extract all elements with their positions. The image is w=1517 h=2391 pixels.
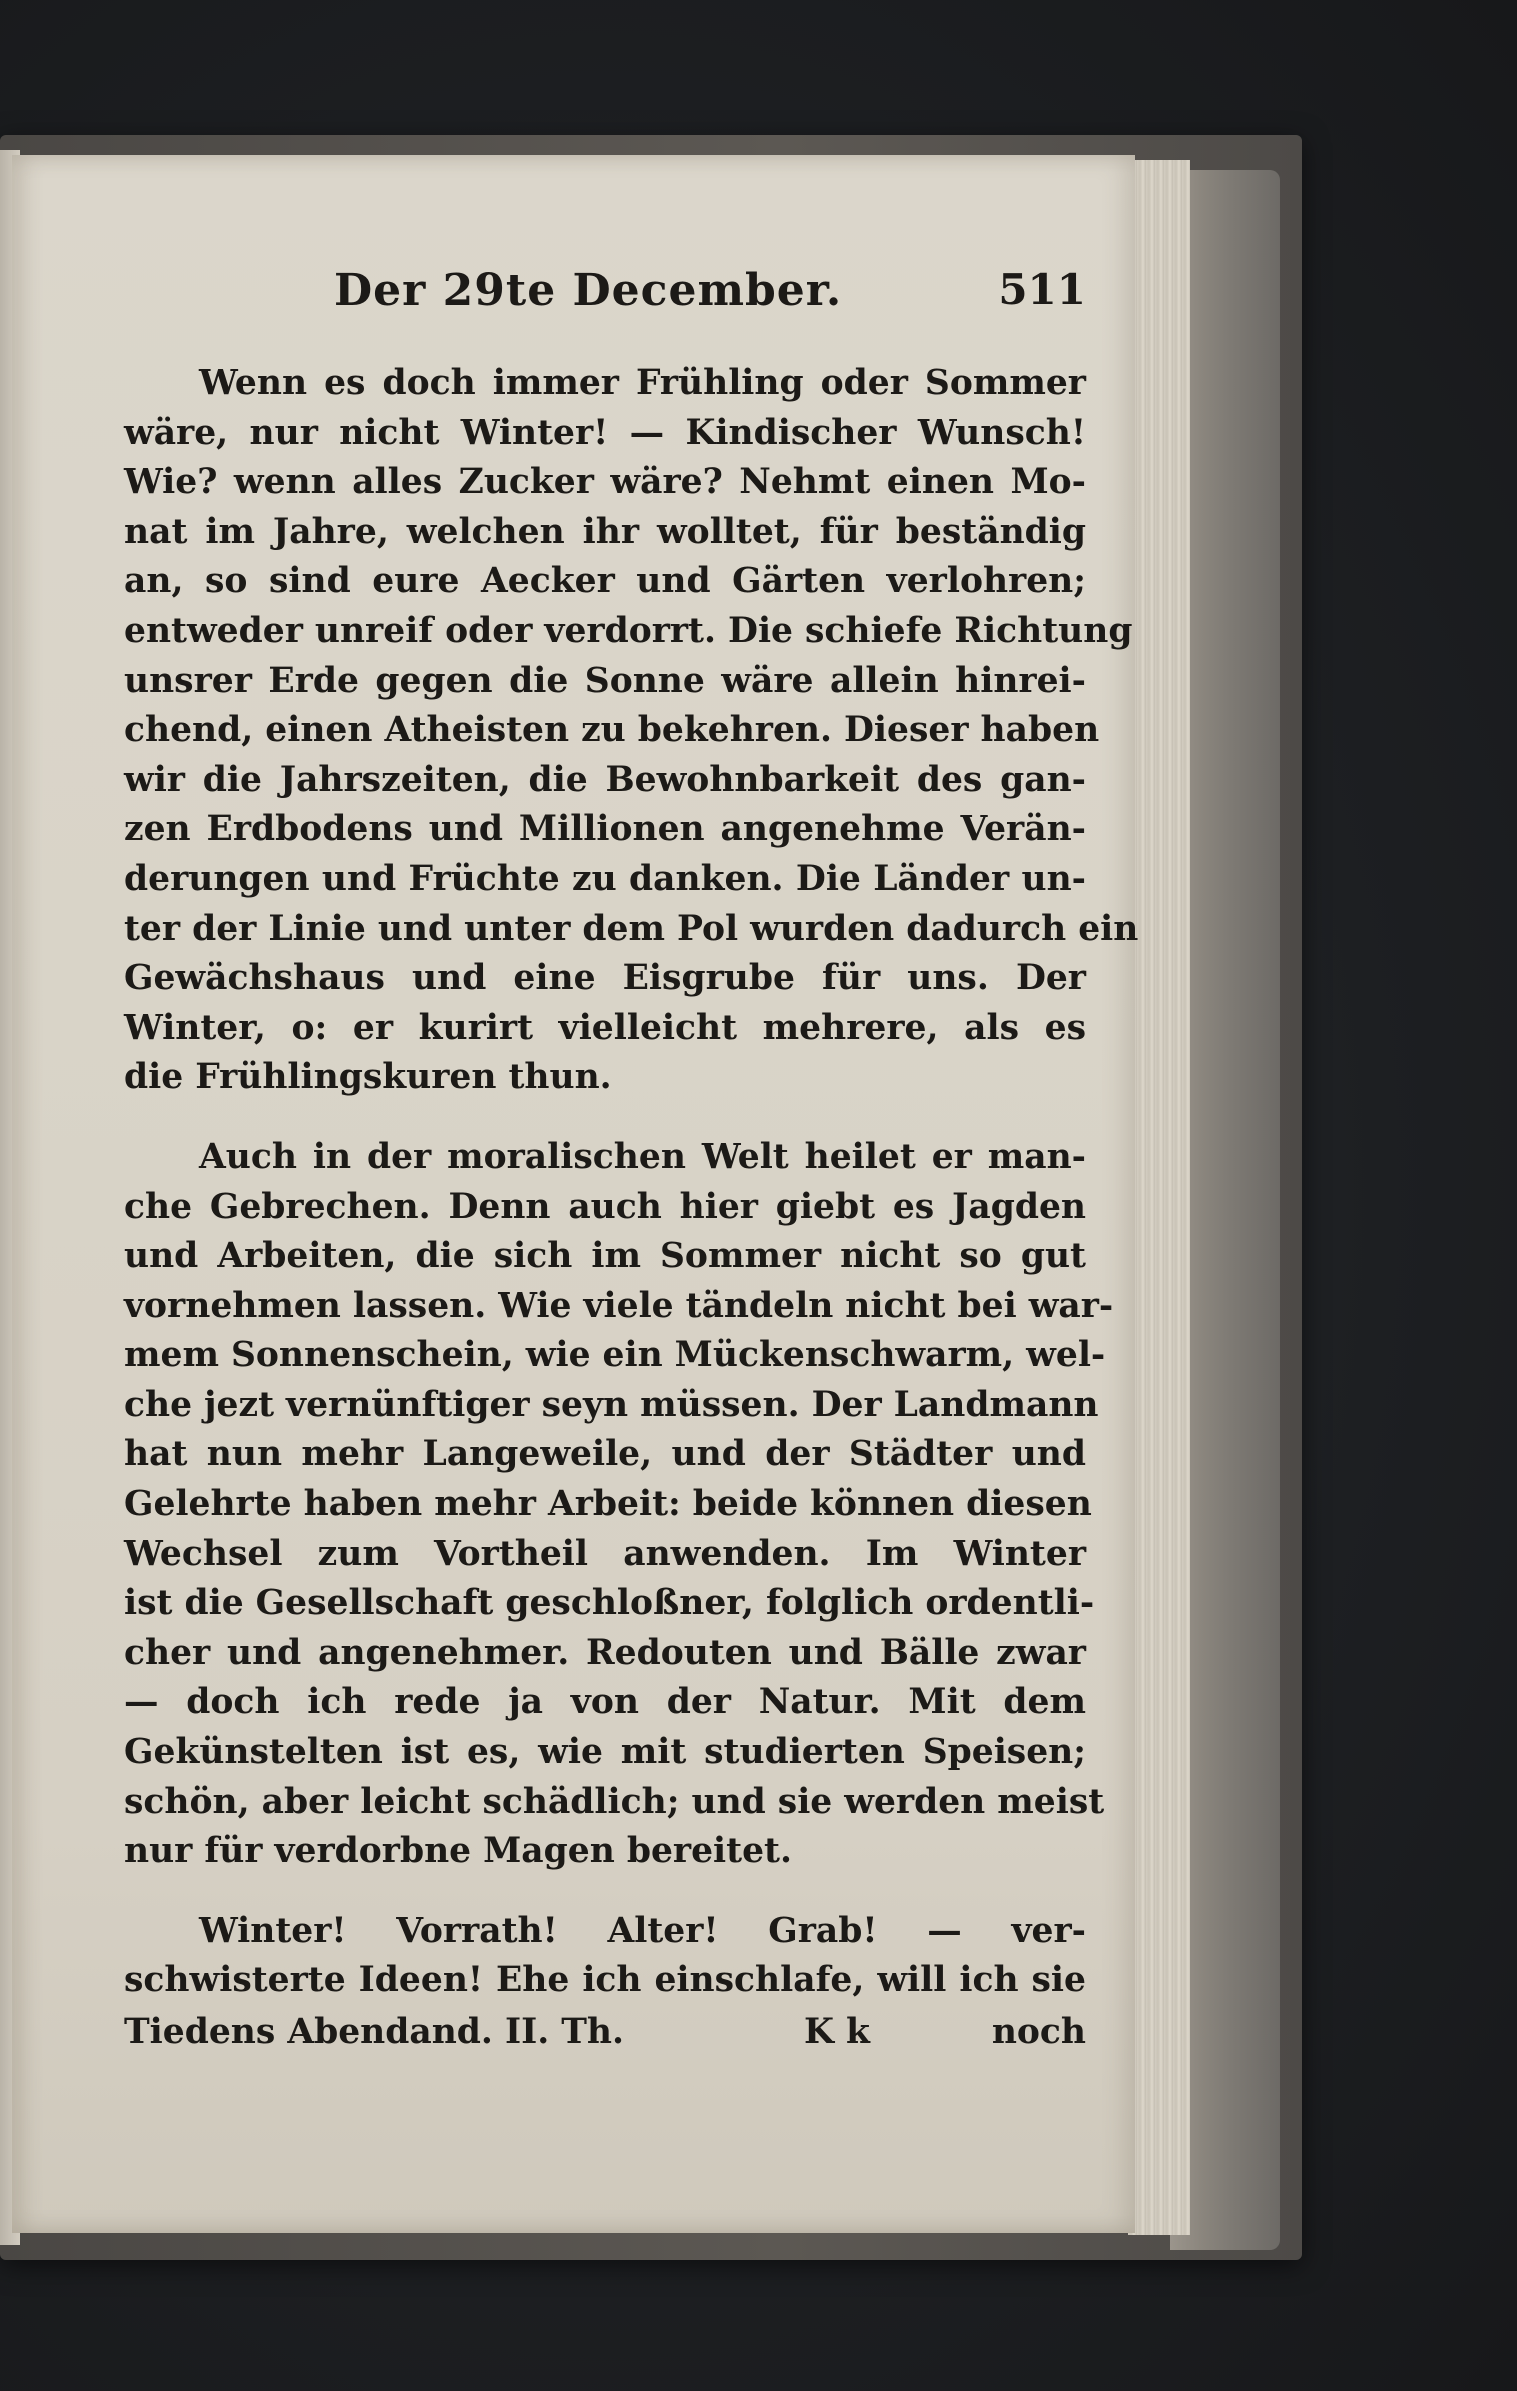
text-line: Wechsel zum Vortheil anwenden. Im Winter bbox=[124, 1533, 1086, 1574]
running-head bbox=[124, 265, 1086, 345]
signature-title: Tiedens Abendand. II. Th. bbox=[124, 2012, 625, 2052]
text-line: Winter, o: er kurirt vielleicht mehrere, als es bbox=[124, 1007, 1086, 1048]
text-line: die Frühlingskuren thun. bbox=[124, 1057, 612, 1098]
text-line: mem Sonnenschein, wie ein Mückenschwarm, wel- bbox=[124, 1335, 1106, 1376]
text-line: Winter! Vorrath! Alter! Grab! — ver- bbox=[199, 1910, 1086, 1951]
signature-mark: K k bbox=[804, 2012, 870, 2052]
text-line: Gewächshaus und eine Eisgrube für uns. Der bbox=[124, 958, 1086, 999]
text-line: schwisterte Ideen! Ehe ich einschlafe, will ich sie bbox=[124, 1960, 1086, 2001]
text-line: hat nun mehr Langeweile, und der Städter und bbox=[124, 1434, 1086, 1475]
text-line: ter der Linie und unter dem Pol wurden dadurch ein bbox=[124, 908, 1139, 949]
text-line: Auch in der moralischen Welt heilet er man- bbox=[199, 1136, 1086, 1177]
text-line: nat im Jahre, welchen ihr wolltet, für beständig bbox=[124, 511, 1086, 552]
text-line: Gekünstelten ist es, wie mit studierten Speisen; bbox=[124, 1732, 1086, 1773]
text-line: chend, einen Atheisten zu bekehren. Dieser haben bbox=[124, 710, 1100, 751]
text-line: Wie? wenn alles Zucker wäre? Nehmt einen Mo- bbox=[124, 462, 1086, 503]
text-line: wäre, nur nicht Winter! — Kindischer Wunsch! bbox=[124, 412, 1086, 453]
text-line: vornehmen lassen. Wie viele tändeln nicht bei war- bbox=[124, 1285, 1114, 1326]
text-line: Gelehrte haben mehr Arbeit: beide können diesen bbox=[124, 1484, 1092, 1525]
text-line: Wenn es doch immer Frühling oder Sommer bbox=[199, 363, 1086, 403]
page-text bbox=[124, 265, 1139, 2058]
text-line: cher und angenehmer. Redouten und Bälle zwar bbox=[124, 1632, 1086, 1673]
text-line: unsrer Erde gegen die Sonne wäre allein hinrei- bbox=[124, 660, 1086, 701]
text-line: und Arbeiten, die sich im Sommer nicht so gut bbox=[124, 1236, 1086, 1277]
text-line: nur für verdorbne Magen bereitet. bbox=[124, 1831, 792, 1872]
text-line: entweder unreif oder verdorrt. Die schiefe Richtung bbox=[124, 610, 1133, 651]
catchword: noch bbox=[991, 2012, 1086, 2052]
paragraph-3 bbox=[124, 1907, 1086, 2006]
text-line: an, so sind eure Aecker und Gärten verlohren; bbox=[124, 561, 1086, 602]
text-line: ist die Gesellschaft geschloßner, folglich ordentli- bbox=[124, 1583, 1095, 1624]
text-line: che jezt vernünftiger seyn müssen. Der Landmann bbox=[124, 1384, 1099, 1425]
page-stack bbox=[1128, 160, 1190, 2235]
text-line: wir die Jahrszeiten, die Bewohnbarkeit des gan- bbox=[124, 759, 1086, 800]
paragraph-2 bbox=[124, 1133, 1114, 1877]
text-line: zen Erdbodens und Millionen angenehme Verän- bbox=[124, 809, 1086, 850]
text-line: che Gebrechen. Denn auch hier giebt es Jagden bbox=[124, 1186, 1086, 1227]
text-line: schön, aber leicht schädlich; und sie werden meist bbox=[124, 1781, 1105, 1822]
text-line: — doch ich rede ja von der Natur. Mit dem bbox=[124, 1682, 1086, 1723]
book-page bbox=[12, 155, 1139, 2233]
text-line: derungen und Früchte zu danken. Die Länder un- bbox=[124, 858, 1086, 899]
page-title: Der 29te December. bbox=[334, 265, 843, 316]
paragraph-1 bbox=[124, 359, 1139, 1103]
page-number: 511 bbox=[998, 265, 1086, 314]
signature-line bbox=[124, 2006, 1086, 2058]
